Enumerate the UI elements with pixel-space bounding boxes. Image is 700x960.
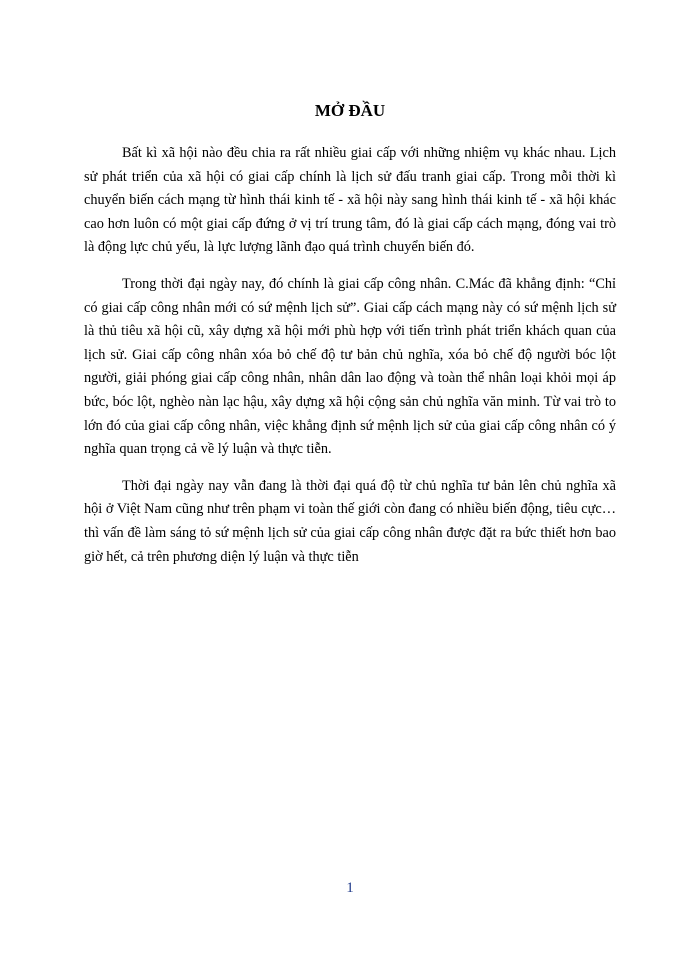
page-title: MỞ ĐẦU — [314, 101, 386, 120]
document-body — [84, 142, 616, 582]
page-number: 1 — [346, 880, 354, 896]
paragraph: Thời đại ngày nay vẫn đang là thời đại quá độ từ chủ nghĩa tư bản lên chủ nghĩa xã hội ở Việt Nam cũng như trên phạm vi toàn thế giới còn đang có nhiều biến động, tiêu cực… thì vấn đề làm sáng tỏ sứ mệnh lịch sử của giai cấp công nhân được đặt ra bức thiết hơn bao giờ hết, cả trên phương diện lý luận và thực tiễn — [84, 477, 616, 565]
paragraph: Bất kì xã hội nào đều chia ra rất nhiều giai cấp với những nhiệm vụ khác nhau. Lịch sử phát triển của xã hội có giai cấp chính là lịch sử đấu tranh giai cấp. Trong mỗi thời kì chuyển biến cách mạng từ hình thái kinh tế - xã hội này sang hình thái kinh tế - xã hội khác cao hơn luôn có một giai cấp đứng ở vị trí trung tâm, đó là giai cấp cách mạng, đóng vai trò là động lực chủ yếu, là lực lượng lãnh đạo quá trình chuyển biến đó. — [84, 145, 616, 256]
paragraph: Trong thời đại ngày nay, đó chính là giai cấp công nhân. C.Mác đã khẳng định: “Chỉ có giai cấp công nhân mới có sứ mệnh lịch sử”. Giai cấp cách mạng này có sứ mệnh lịch sử là thủ tiêu xã hội cũ, xây dựng xã hội mới phù hợp với tiến trình phát triển khách quan của lịch sử. Giai cấp công nhân xóa bỏ chế độ tư bản chủ nghĩa, xóa bỏ chế độ người bóc lột người, giải phóng giai cấp công nhân, nhân dân lao động và toàn thể nhân loại khỏi mọi áp bức, bóc lột, nghèo nàn lạc hậu, xây dựng xã hội cộng sản chủ nghĩa văn minh. Từ vai trò to lớn đó của giai cấp công nhân, việc khẳng định sứ mệnh lịch sử của giai cấp công nhân có ý nghĩa quan trọng cả về lý luận và thực tiễn. — [84, 275, 616, 458]
